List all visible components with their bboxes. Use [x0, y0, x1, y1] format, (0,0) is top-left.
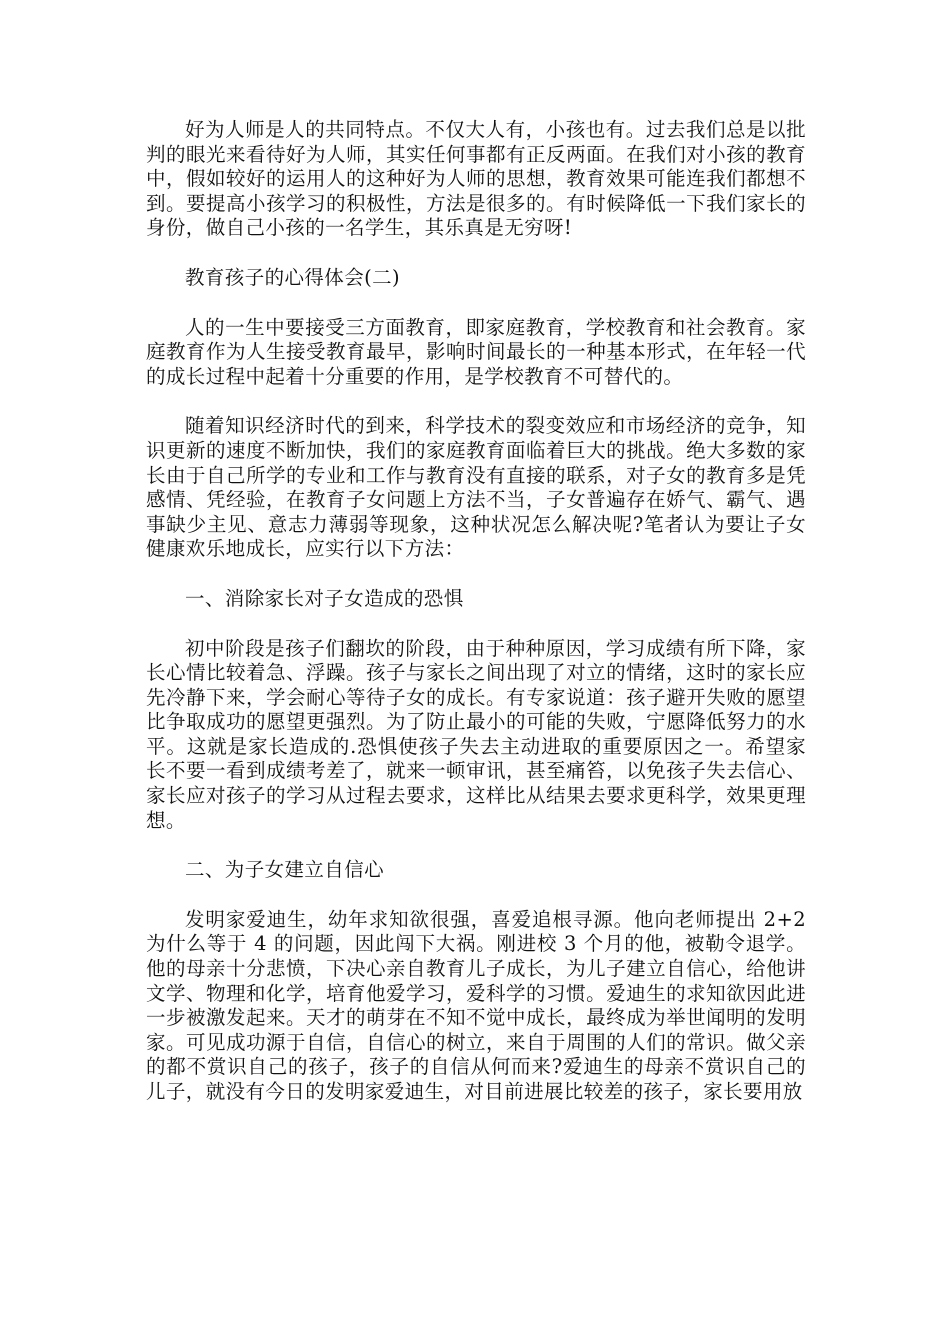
body-paragraph: 初中阶段是孩子们翻坎的阶段，由于种种原因，学习成绩有所下降，家长心情比较着急、浮躁。孩子与家长之间出现了对立的情绪，这时的家长应先冷静下来，学会耐心等待子女的成长。有专家说道：孩子避开失败的愿望比争取成功的愿望更强烈。为了防止最小的可能的失败，宁愿降低努力的水平。这就是家长造成的.恐惧使孩子失去主动进取的重要原因之一。希望家长不要一看到成绩考差了，就来一顿审讯，甚至痛笞，以免孩子失去信心、家长应对孩子的学习从过程去要求，这样比从结果去要求更科学，效果更理想。: [146, 636, 806, 832]
body-paragraph: 人的一生中要接受三方面教育，即家庭教育，学校教育和社会教育。家庭教育作为人生接受教育最早，影响时间最长的一种基本形式，在年轻一代的成长过程中起着十分重要的作用，是学校教育不可替代的。: [146, 315, 806, 388]
section-heading: 一、消除家长对子女造成的恐惧: [185, 586, 464, 610]
section-heading: 二、为子女建立自信心: [185, 858, 385, 882]
section-heading: 教育孩子的心得体会(二): [185, 265, 401, 289]
body-paragraph: 好为人师是人的共同特点。不仅大人有，小孩也有。过去我们总是以批判的眼光来看待好为人师，其实任何事都有正反两面。在我们对小孩的教育中，假如较好的运用人的这种好为人师的思想，教育效果可能连我们都想不到。要提高小孩学习的积极性，方法是很多的。有时候降低一下我们家长的身份，做自己小孩的一名学生，其乐真是无穷呀!: [146, 118, 806, 240]
document-page: [146, 118, 806, 1130]
body-paragraph: 随着知识经济时代的到来，科学技术的裂变效应和市场经济的竞争，知识更新的速度不断加快，我们的家庭教育面临着巨大的挑战。绝大多数的家长由于自己所学的专业和工作与教育没有直接的联系，对子女的教育多是凭感情、凭经验，在教育子女问题上方法不当，子女普遍存在娇气、霸气、遇事缺少主见、意志力薄弱等现象，这种状况怎么解决呢?笔者认为要让子女健康欢乐地成长，应实行以下方法：: [146, 414, 806, 561]
body-paragraph: 发明家爱迪生，幼年求知欲很强，喜爱追根寻源。他向老师提出 2+2 为什么等于 4 的问题，因此闯下大祸。刚进校 3 个月的他，被勒令退学。他的母亲十分悲愤，下决心亲自教育儿子成长，为儿子建立自信心，给他讲文学、物理和化学，培育他爱学习，爱科学的习惯。爱迪生的求知欲因此进一步被激发起来。天才的萌芽在不知不觉中成长，最终成为举世闻明的发明家。可见成功源于自信，自信心的树立，来自于周围的人们的常识。做父亲的都不赏识自己的孩子，孩子的自信从何而来?爱迪生的母亲不赏识自己的儿子，就没有今日的发明家爱迪生，对目前进展比较差的孩子，家长要用放: [146, 907, 806, 1103]
